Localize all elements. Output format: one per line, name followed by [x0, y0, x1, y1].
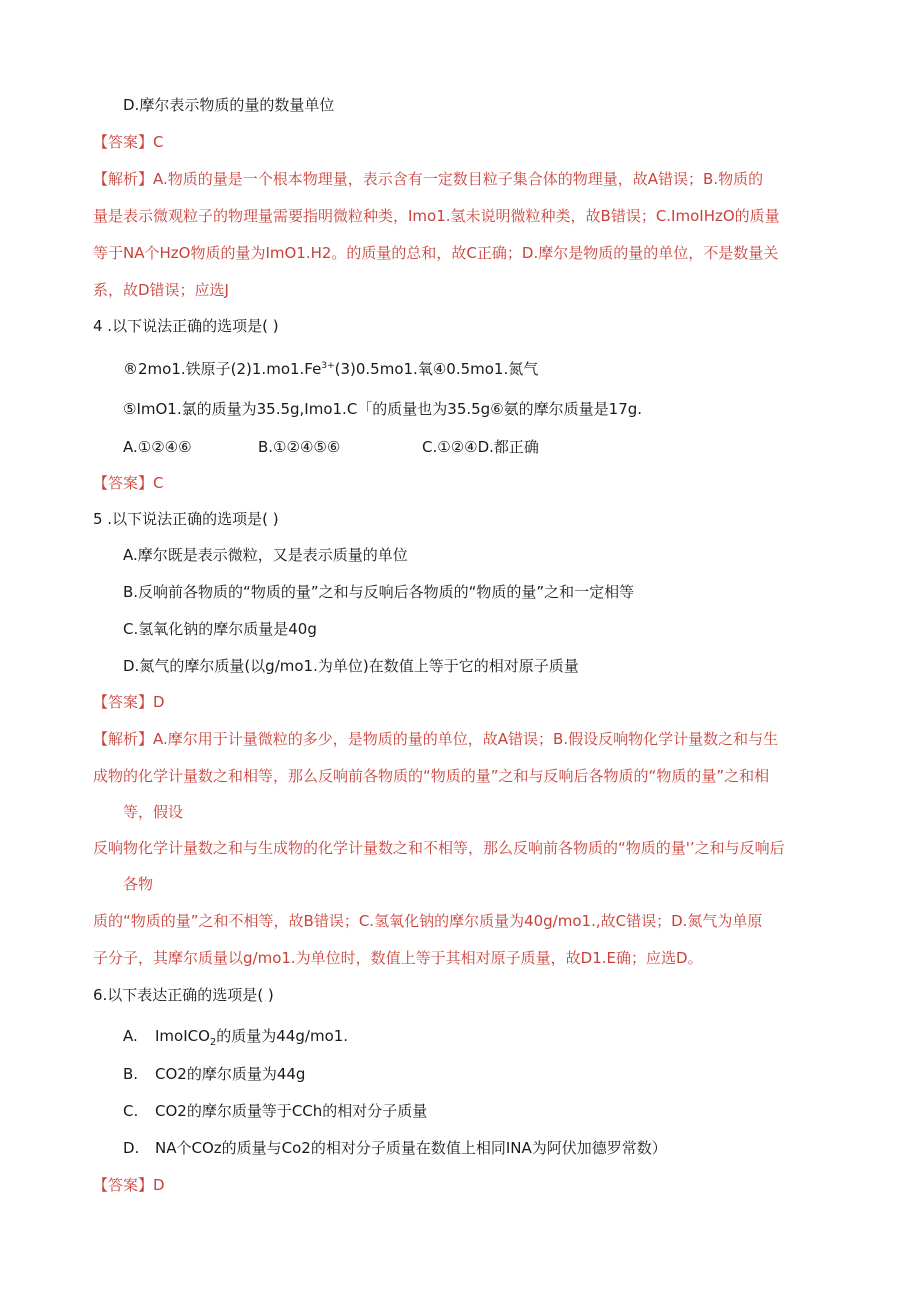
- statement-part-a: ®2mo1.铁原子(2)1.mo1.Fe: [123, 360, 322, 378]
- analysis-3-line4: 系，故D错误；应选J: [93, 281, 229, 299]
- question-5-option-b: B.反响前各物质的“物质的量”之和与反响后各物质的“物质的量”之和一定相等: [123, 583, 635, 601]
- question-6-option-a-text: [155, 1026, 348, 1046]
- question-5-option-a: A.摩尔既是表示微粒，又是表示质量的单位: [123, 546, 408, 564]
- subscript-2: 2: [209, 1037, 217, 1048]
- analysis-3-line2: 量是表示微观粒子的物理量需要指明微粒种类，Imo1.氢未说明微粒种类，故B错误；C.ImoIHzO的质量: [93, 207, 780, 225]
- analysis-5-line5: 各物: [123, 875, 154, 893]
- question-4-option-cd: C.①②④D.都正确: [422, 438, 539, 456]
- analysis-5-line4: 反响物化学计量数之和与生成物的化学计量数之和不相等，那么反响前各物质的“物质的量'’之和与反响后: [93, 839, 785, 857]
- question-6-option-b-text: CO2的摩尔质量为44g: [155, 1065, 306, 1083]
- option-a-part1: ImoICO: [155, 1027, 210, 1045]
- answer-label-3: 【答案】C: [93, 133, 164, 151]
- statement-part-b: (3)0.5mo1.氧④0.5mo1.氮气: [334, 360, 539, 378]
- analysis-3-line1: 【解析】A.物质的量是一个根本物理量，表示含有一定数目粒子集合体的物理量，故A错误；B.物质的: [93, 170, 764, 188]
- question-6-stem: 6.以下表达正确的选项是( ): [93, 986, 274, 1004]
- question-6-option-c-letter: C.: [123, 1102, 139, 1120]
- question-6-option-a-letter: A.: [123, 1027, 138, 1045]
- analysis-5-line6: 质的“物质的量”之和不相等，故B错误；C.氢氧化钠的摩尔质量为40g∕mo1.,故C错误；D.氮气为单原: [93, 912, 763, 930]
- option-a-part2: 的质量为44g∕mo1.: [216, 1027, 349, 1045]
- question-4-stem: 4 .以下说法正确的选项是( ): [93, 317, 279, 335]
- question-5-stem: 5 .以下说法正确的选项是( ): [93, 510, 279, 528]
- question-6-option-c-text: CO2的摩尔质量等于CCh的相对分子质量: [155, 1102, 428, 1120]
- question-4-statements-2: ⑤ImO1.氯的质量为35.5g,Imo1.C「的质量也为35.5g⑥氨的摩尔质量是17g.: [123, 400, 643, 418]
- analysis-5-line1: 【解析】A.摩尔用于计量微粒的多少，是物质的量的单位，故A错误；B.假设反响物化学计量数之和与生: [93, 730, 779, 748]
- option-3d: D.摩尔表示物质的量的数量单位: [123, 96, 335, 114]
- question-4-option-a: A.①②④⑥: [123, 438, 192, 456]
- question-4-statements-1: [123, 359, 538, 379]
- question-5-option-d: D.氮气的摩尔质量(以g/mo1.为单位)在数值上等于它的相对原子质量: [123, 657, 579, 675]
- analysis-5-line7: 子分子，其摩尔质量以g/mo1.为单位时，数值上等于其相对原子质量，故D1.E确；应选D。: [93, 949, 703, 967]
- question-5-option-c: C.氢氧化钠的摩尔质量是40g: [123, 620, 317, 638]
- analysis-5-line2: 成物的化学计量数之和相等，那么反响前各物质的“物质的量”之和与反响后各物质的“物质的量”之和相: [93, 767, 770, 785]
- question-4-option-b: B.①②④⑤⑥: [258, 438, 341, 456]
- question-6-option-b-letter: B.: [123, 1065, 139, 1083]
- question-6-option-d-text: NA个COz的质量与Co2的相对分子质量在数值上相同INA为阿伏加德罗常数）: [155, 1139, 667, 1157]
- question-6-option-d-letter: D.: [123, 1139, 140, 1157]
- superscript-charge: 3+: [321, 361, 335, 371]
- analysis-3-line3: 等于NA个HzO物质的量为ImO1.H2。的质量的总和，故C正确；D.摩尔是物质的量的单位，不是数量关: [93, 244, 779, 262]
- answer-label-6: 【答案】D: [93, 1176, 165, 1194]
- answer-label-4: 【答案】C: [93, 474, 164, 492]
- analysis-5-line3: 等，假设: [123, 803, 184, 821]
- answer-label-5: 【答案】D: [93, 693, 165, 711]
